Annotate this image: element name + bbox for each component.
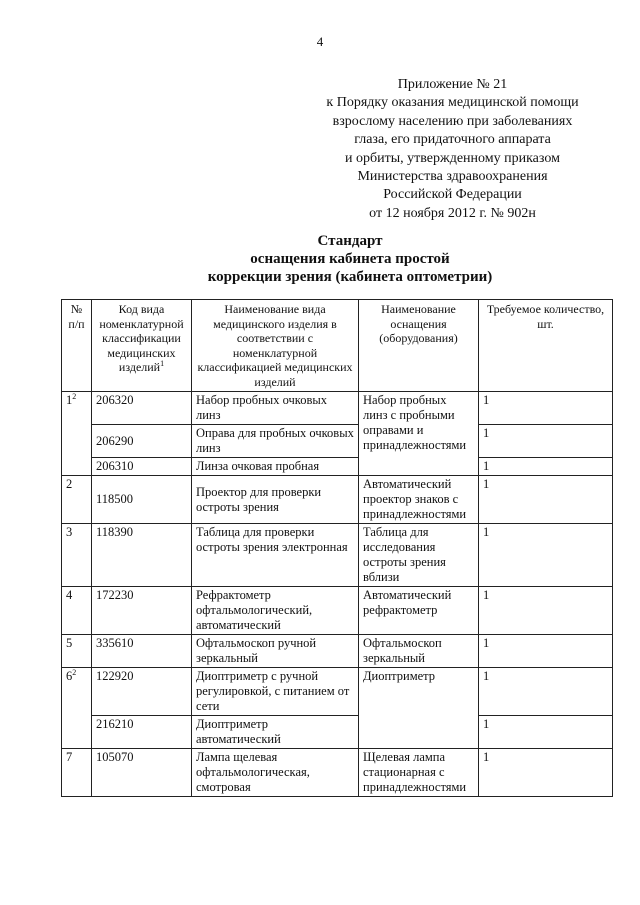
cell-num: $1^2$: [62, 392, 92, 476]
cell-code: 335610: [92, 635, 192, 668]
cell-num: $6^2$: [62, 668, 92, 749]
table-row: [62, 425, 613, 458]
appendix-line: к Порядку оказания медицинской помощи: [326, 95, 579, 111]
appendix-line: от 12 ноября 2012 г. № 902н: [369, 205, 536, 221]
cell-qty: 1: [479, 425, 613, 458]
header-num: № п/п: [62, 300, 92, 392]
cell-qty: 1: [479, 524, 613, 587]
cell-equip: Таблица для исследования остроты зрения вблизи: [359, 524, 479, 587]
header-qty: Требуемое количество, шт.: [479, 300, 613, 392]
appendix-block: [280, 76, 625, 223]
cell-equip: Набор пробных линз с пробными оправами и принадлежностями: [359, 392, 479, 476]
title-line: коррекции зрения (кабинета оптометрии): [207, 269, 493, 285]
cell-num: 7: [62, 749, 92, 797]
cell-name: Оправа для пробных очковых линз: [192, 425, 359, 458]
cell-qty: 1: [479, 392, 613, 425]
table-row: [62, 587, 613, 635]
cell-name: Линза очковая пробная: [192, 458, 359, 476]
cell-code: 206320: [92, 392, 192, 425]
cell-qty: 1: [479, 749, 613, 797]
cell-qty: 1: [479, 458, 613, 476]
appendix-line: Российской Федерации: [383, 187, 522, 203]
cell-equip: Автоматический проектор знаков с принадлежностями: [359, 476, 479, 524]
cell-code: 216210: [92, 716, 192, 749]
appendix-line: взрослому населению при заболеваниях: [332, 113, 573, 129]
cell-equip: Диоптриметр: [359, 668, 479, 749]
cell-name: Проектор для проверки остроты зрения: [192, 476, 359, 524]
cell-name: Диоптриметр автоматический: [192, 716, 359, 749]
table-row: [62, 458, 613, 476]
cell-name: Диоптриметр с ручной регулировкой, с питанием от сети: [192, 668, 359, 716]
cell-code: 105070: [92, 749, 192, 797]
footnote-mark: 1: [160, 359, 165, 368]
cell-qty: 1: [479, 716, 613, 749]
table-header-row: [62, 300, 613, 392]
table-row: [62, 716, 613, 749]
table-row: [62, 749, 613, 797]
appendix-line: глаза, его придаточного аппарата: [354, 132, 551, 148]
footnote-mark: 2: [72, 391, 77, 401]
cell-name: Лампа щелевая офтальмологическая, смотровая: [192, 749, 359, 797]
header-equip: Наименование оснащения (оборудования): [359, 300, 479, 392]
cell-code: 206290: [92, 425, 192, 458]
appendix-line: Министерства здравоохранения: [357, 169, 548, 185]
cell-num: 3: [62, 524, 92, 587]
cell-qty: 1: [479, 476, 613, 524]
cell-equip: Щелевая лампа стационарная с принадлежностями: [359, 749, 479, 797]
appendix-line: Приложение № 21: [397, 77, 508, 92]
cell-num: 4: [62, 587, 92, 635]
cell-qty: 1: [479, 587, 613, 635]
cell-name: Рефрактометр офтальмологический, автоматический: [192, 587, 359, 635]
header-code: Код вида номенклатурной классификации медицинских изделий$^1$: [92, 300, 192, 392]
cell-equip: Офтальмоскоп зеркальный: [359, 635, 479, 668]
page-number: 4: [316, 34, 324, 49]
title-line: Стандарт: [317, 233, 383, 249]
table-row: [62, 524, 613, 587]
footnote-mark: 2: [72, 667, 77, 677]
title-line: оснащения кабинета простой: [250, 251, 450, 267]
cell-code: 172230: [92, 587, 192, 635]
cell-name: Набор пробных очковых линз: [192, 392, 359, 425]
equipment-table: [61, 299, 613, 797]
table-row: [62, 476, 613, 524]
cell-num: 2: [62, 476, 92, 524]
table-row: [62, 635, 613, 668]
cell-name: Таблица для проверки остроты зрения электронная: [192, 524, 359, 587]
cell-num: 5: [62, 635, 92, 668]
cell-code: 118500: [92, 476, 192, 524]
table-row: [62, 392, 613, 425]
cell-qty: 1: [479, 635, 613, 668]
cell-name: Офтальмоскоп ручной зеркальный: [192, 635, 359, 668]
document-title: [130, 232, 570, 286]
header-name: Наименование вида медицинского изделия в соответствии с номенклатурной классификацией медицинских изделий: [192, 300, 359, 392]
cell-code: 206310: [92, 458, 192, 476]
cell-code: 122920: [92, 668, 192, 716]
cell-equip: Автоматический рефрактометр: [359, 587, 479, 635]
appendix-line: и орбиты, утвержденному приказом: [345, 150, 560, 166]
table-row: [62, 668, 613, 716]
cell-code: 118390: [92, 524, 192, 587]
cell-qty: 1: [479, 668, 613, 716]
